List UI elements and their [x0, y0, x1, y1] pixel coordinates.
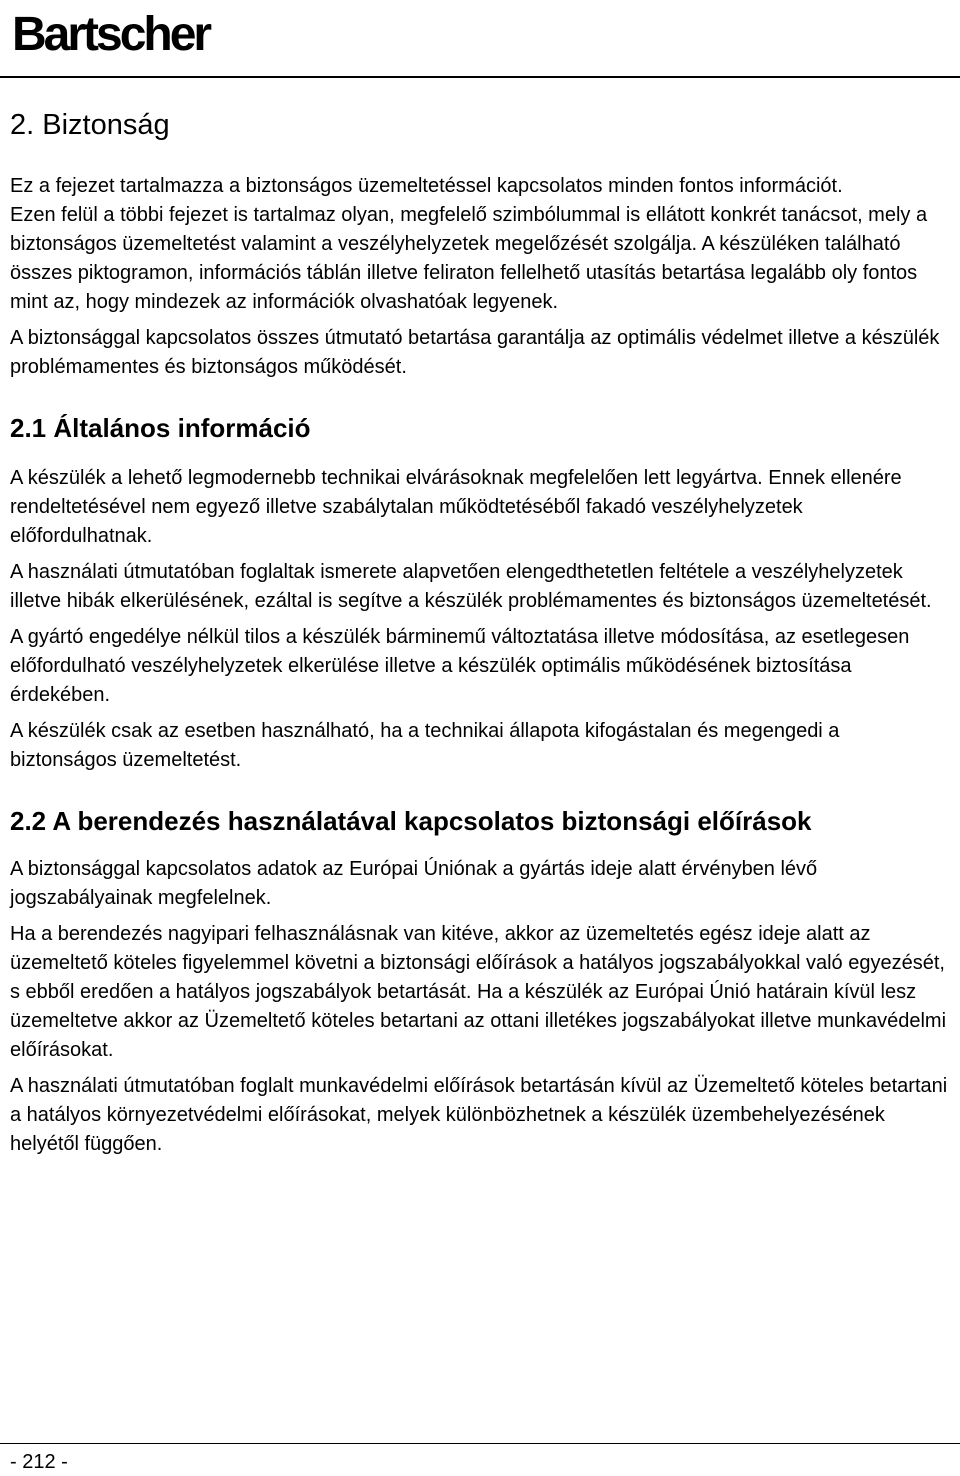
logo-text: Bartscher — [12, 8, 210, 61]
page-content — [10, 100, 950, 1159]
section-heading-safety-rules: 2.2 A berendezés használatával kapcsolatos biztonsági előírások — [10, 806, 812, 836]
section-2-paragraph-1: A biztonsággal kapcsolatos adatok az Európai Úniónak a gyártás ideje alatt érvényben lévő jogszabályainak megfelelnek. — [10, 858, 818, 909]
section-2-paragraph-2: Ha a berendezés nagyipari felhasználásnak van kitéve, akkor az üzemeltetés egész ideje alatt az üzemeltető köteles figyelemmel követni a biztonsági előírások a hatályos jogszabályokkal való egyezését, s ebből eredően a hatályos jogszabályok betartását. Ha a készülék az Európai Únió határain kívül lesz üzemeltetve akkor az Üzemeltető köteles betartani az ottani illetékes jogszabályokat illetve munkavédelmi előírásokat. — [10, 923, 947, 1061]
section-1-paragraph-2: A használati útmutatóban foglaltak ismerete alapvetően elengedthetetlen feltétele a veszélyhelyzetek illetve hibák elkerülésének, ezáltal is segítve a készülék problémamentes és biztonságos üzemeltetését. — [10, 561, 932, 612]
page-number: - 212 - — [10, 1451, 68, 1473]
intro-paragraph-1: Ez a fejezet tartalmazza a biztonságos üzemeltetéssel kapcsolatos minden fontos információt. — [10, 175, 843, 197]
section-1-paragraph-3: A gyártó engedélye nélkül tilos a készülék bárminemű változtatása illetve módosítása, az esetlegesen előfordulható veszélyhelyzetek elkerülése illetve a készülék optimális működésének biztosítása érdekében. — [10, 626, 910, 706]
header-rule — [0, 76, 960, 78]
section-heading-general-info: 2.1 Általános információ — [10, 413, 311, 443]
footer-rule — [0, 1443, 960, 1444]
chapter-heading: 2. Biztonság — [10, 109, 170, 141]
intro-paragraph-3: A biztonsággal kapcsolatos összes útmutató betartása garantálja az optimális védelmet illetve a készülék problémamentes és biztonságos működését. — [10, 327, 940, 378]
bartscher-logo — [12, 4, 209, 66]
section-1-paragraph-4: A készülék csak az esetben használható, ha a technikai állapota kifogástalan és megengedi a biztonságos üzemeltetést. — [10, 720, 840, 771]
section-1-paragraph-1: A készülék a lehető legmodernebb technikai elvárásoknak megfelelően lett legyártva. Ennek ellenére rendeltetésével nem egyező illetve szabálytalan működtetéséből fakadó veszélyhelyzetek előfordulhatnak. — [10, 467, 902, 547]
intro-paragraph-2: Ezen felül a többi fejezet is tartalmaz olyan, megfelelő szimbólummal is ellátott konkrét tanácsot, mely a biztonságos üzemeltetést valamint a veszélyhelyzetek megelőzését szolgálja. A készüléken található összes piktogramon, információs táblán illetve feliraton fellelhető utasítás betartása legalább oly fontos mint az, hogy mindezek az információk olvashatóak legyenek. — [10, 204, 928, 313]
section-2-paragraph-3: A használati útmutatóban foglalt munkavédelmi előírások betartásán kívül az Üzemeltető köteles betartani a hatályos környezetvédelmi előírásokat, melyek különbözhetnek a készülék üzembehelyezésének helyétől függően. — [10, 1075, 948, 1155]
